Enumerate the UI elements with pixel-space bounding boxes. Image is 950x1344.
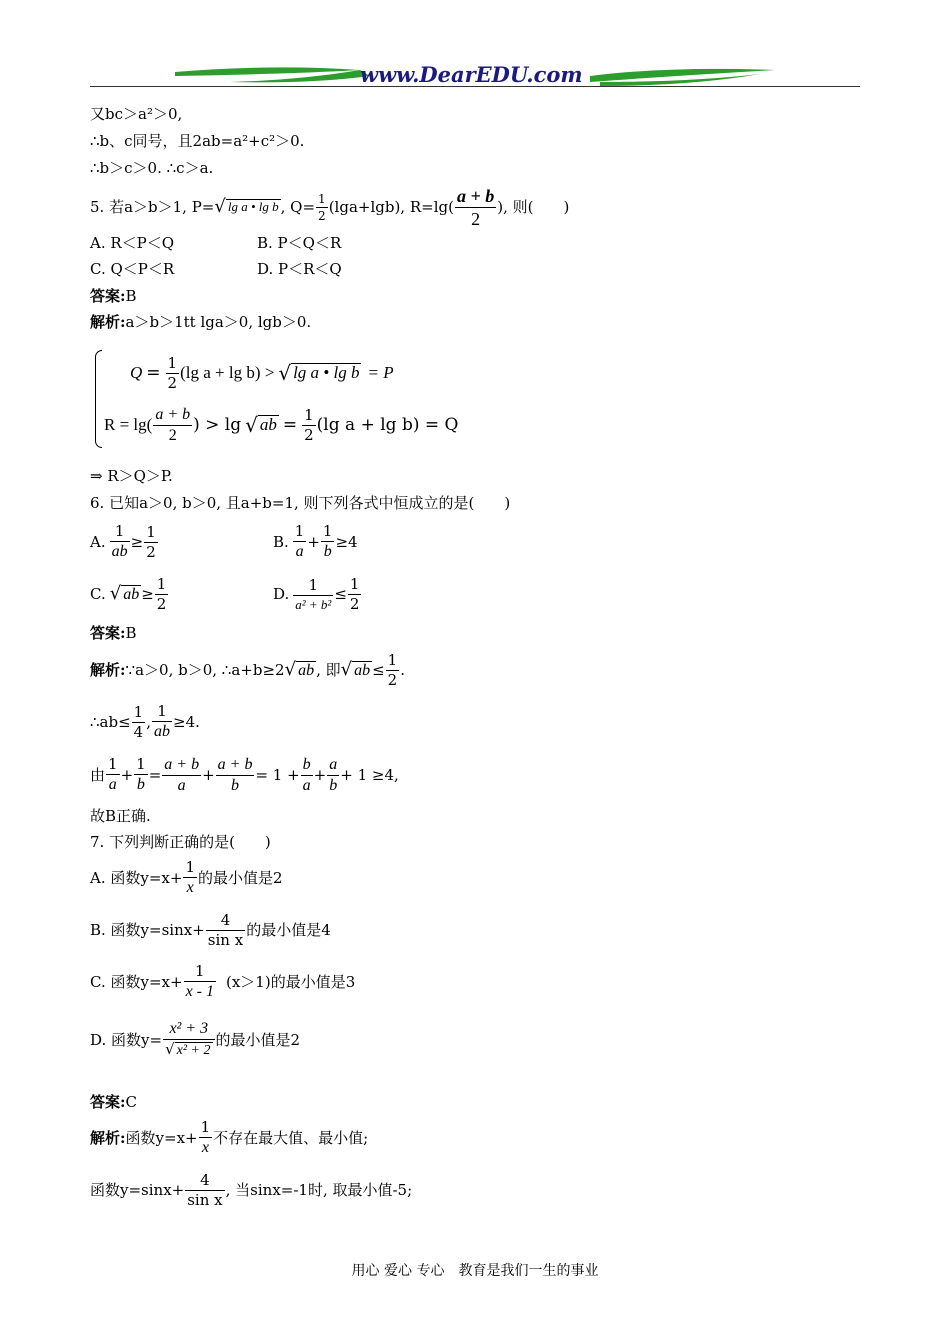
plus-sign: + <box>313 766 327 784</box>
equals-sign: = <box>146 363 161 383</box>
analysis-line <box>90 752 399 798</box>
period: . <box>400 661 405 679</box>
question-6-stem: 6. 已知a＞0, b＞0, 且a+b=1, 则下列各式中恒成立的是( ) <box>90 494 511 512</box>
answer-line <box>90 1092 137 1112</box>
logo-text: www.DearEDU.com <box>360 62 583 87</box>
q5-q-rest: (lga+lgb), R=lg( <box>328 198 454 216</box>
fraction: 1 a <box>294 522 305 560</box>
option-text: (x＞1)的最小值是3 <box>226 973 356 991</box>
sqrt-icon: √ <box>340 659 353 680</box>
math-radicand: lg a • lg b <box>293 363 360 383</box>
option-text: 的最小值是2 <box>215 1031 301 1049</box>
fraction: $\frac{4}{\text{sin x}}$ <box>187 1170 223 1209</box>
analysis-text: 由 <box>90 766 106 784</box>
analysis-text: 函数y=x+ <box>125 1129 198 1147</box>
fraction: $\frac{a}{b}$ <box>329 755 338 794</box>
analysis-text: , 当sinx=-1时, 取最小值-5; <box>225 1181 413 1199</box>
option-c <box>90 572 169 616</box>
fraction: $\frac{1}{x - 1}$ <box>185 962 214 1000</box>
math-radicand: ab <box>123 585 140 603</box>
option-text: B. 函数y=sinx+ <box>90 921 205 939</box>
option-a <box>90 856 283 900</box>
analysis-line <box>90 1116 368 1160</box>
math-radicand: ab <box>298 661 315 679</box>
equals-sign: = <box>282 415 298 435</box>
relation: ≥ <box>141 585 154 603</box>
math-expr: (lg a + lg b) > <box>180 363 275 382</box>
fraction: $\frac{1}{2}$ <box>167 353 178 392</box>
option-b: B. P＜Q＜R <box>257 234 342 252</box>
analysis-text: 不存在最大值、最小值; <box>213 1129 369 1147</box>
fraction: $\frac{\text{x² + 3}}{\text{√ x² + 2}}$ <box>163 1021 214 1058</box>
option-a: A. R＜P＜Q <box>90 234 175 252</box>
math-expr: = P <box>367 363 394 382</box>
option-a <box>90 520 159 564</box>
analysis-label: 解析: <box>90 661 126 679</box>
fraction: $\frac{1}{2}$ <box>318 191 326 223</box>
fraction: $\frac{1}{b}$ <box>322 522 333 560</box>
option-text: 的最小值是2 <box>198 869 283 887</box>
plus-sign: + <box>120 766 134 784</box>
answer-value: B <box>125 624 137 642</box>
option-label: C. <box>90 585 106 603</box>
q5-q-label: , Q= <box>280 198 316 216</box>
question-5-stem <box>90 184 569 230</box>
analysis-label: 解析: <box>90 1129 126 1147</box>
analysis-line <box>90 312 311 332</box>
fraction: a + b 2 <box>456 185 495 229</box>
fraction: $\frac{4}{\text{sin x}}$ <box>207 910 244 949</box>
analysis-text: ≥4. <box>173 713 200 731</box>
fraction: $\frac{1}{4}$ <box>133 702 144 741</box>
analysis-text: + 1 ≥4, <box>340 766 399 784</box>
fraction: $\frac{1}{2}$ <box>304 405 314 444</box>
math-expr: (lg a + lg b) = Q <box>316 415 459 435</box>
left-brace-icon <box>95 350 102 448</box>
conclusion: ⇒ R＞Q＞P. <box>90 467 173 485</box>
option-b <box>273 520 358 564</box>
page-footer: 用心 爱心 专心 教育是我们一生的事业 <box>351 1263 599 1279</box>
analysis-text: a＞b＞1tt lga＞0, lgb＞0. <box>125 313 312 331</box>
sqrt-icon: √ <box>165 1040 175 1059</box>
option-text: C. 函数y=x+ <box>90 973 183 991</box>
option-label: D. <box>273 585 290 603</box>
option-b <box>90 908 331 952</box>
option-label: A. <box>90 533 106 551</box>
system-line-1 <box>130 350 394 396</box>
sqrt-icon: √ <box>278 361 292 385</box>
analysis-text: ∵a＞0, b＞0, ∴a+b≥2 <box>125 661 285 679</box>
sqrt-icon: √ <box>109 583 122 604</box>
option-text: A. 函数y=x+ <box>90 869 183 887</box>
fraction: 1 a <box>108 755 118 793</box>
analysis-line <box>90 648 405 692</box>
fraction: $\frac{b}{a}$ <box>302 755 311 794</box>
fraction: $\frac{1}{x}$ <box>185 858 195 896</box>
relation: ≤ <box>334 585 347 603</box>
answer-label: 答案: <box>90 1093 126 1111</box>
math-radicand: ab <box>259 415 277 435</box>
option-text: D. 函数y= <box>90 1031 163 1049</box>
fraction: $\frac{1}{ab}$ <box>154 702 170 740</box>
question-7-stem: 7. 下列判断正确的是( ) <box>90 833 271 851</box>
analysis-line <box>90 1168 412 1212</box>
answer-label: 答案: <box>90 624 126 642</box>
option-d <box>90 1012 300 1068</box>
fraction: $\frac{1}{2}$ <box>146 522 156 561</box>
option-c <box>90 960 355 1004</box>
fraction: $\frac{1}{2}$ <box>349 574 360 613</box>
system-line-2 <box>104 402 458 448</box>
option-c: C. Q＜P＜R <box>90 260 175 278</box>
fraction: $\frac{1}{ab}$ <box>111 522 128 560</box>
relation: ≥ <box>130 533 144 551</box>
fraction: $\frac{a + b}{b}$ <box>217 755 253 794</box>
analysis-text: , 即 <box>316 661 341 679</box>
text-line: 又bc＞a²＞0, <box>90 105 183 123</box>
analysis-text: , <box>146 713 151 731</box>
relation: ≥4 <box>335 533 358 551</box>
fraction: $\frac{1}{b}$ <box>136 755 146 793</box>
analysis-text: 函数y=sinx+ <box>90 1181 185 1199</box>
sqrt-icon: √ <box>214 196 226 217</box>
fraction: $\frac{1}{2}$ <box>387 650 398 689</box>
math-radicand: ab <box>354 661 371 679</box>
fraction: a + b 2 <box>155 405 191 444</box>
answer-line <box>90 623 137 643</box>
sqrt-icon: √ <box>245 413 258 437</box>
answer-value: B <box>125 287 137 305</box>
answer-line <box>90 286 137 306</box>
option-label: B. <box>273 533 289 551</box>
math-expr: ) > lg <box>193 415 242 435</box>
option-d <box>273 572 362 616</box>
header-rule <box>90 86 860 87</box>
option-d: D. P＜R＜Q <box>257 260 342 278</box>
q5-p-radicand: lg a • lg b <box>227 199 279 215</box>
fraction: $\frac{a + b}{a}$ <box>164 755 200 794</box>
fraction: $\frac{1}{\text{a² + b²}}$ <box>295 575 332 612</box>
fraction: $\frac{1}{x}$ <box>200 1118 211 1156</box>
text-line: ∴b＞c＞0. ∴c＞a. <box>90 159 214 177</box>
plus-sign: + <box>307 533 320 551</box>
option-text: 的最小值是4 <box>246 921 331 939</box>
analysis-line: 故B正确. <box>90 807 151 825</box>
math-q: Q <box>130 363 143 382</box>
sqrt-icon: √ <box>284 659 297 680</box>
text-line: ∴b、c同号，且2ab=a²+c²＞0. <box>90 132 305 150</box>
answer-label: 答案: <box>90 287 126 305</box>
analysis-line <box>90 700 200 744</box>
analysis-label: 解析: <box>90 313 126 331</box>
plus-sign: + <box>202 766 215 784</box>
analysis-text: ∴ab≤ <box>90 713 131 731</box>
answer-value: C <box>125 1093 138 1111</box>
relation: ≤ <box>372 661 385 679</box>
fraction: $\frac{1}{2}$ <box>156 574 167 613</box>
q5-prefix: 5. 若a＞b＞1, P= <box>90 198 215 216</box>
equals-sign: = <box>148 766 162 784</box>
q5-tail: ), 则( ) <box>497 198 570 216</box>
math-expr: R = lg( <box>104 415 153 434</box>
analysis-text: = 1 + <box>255 766 300 784</box>
